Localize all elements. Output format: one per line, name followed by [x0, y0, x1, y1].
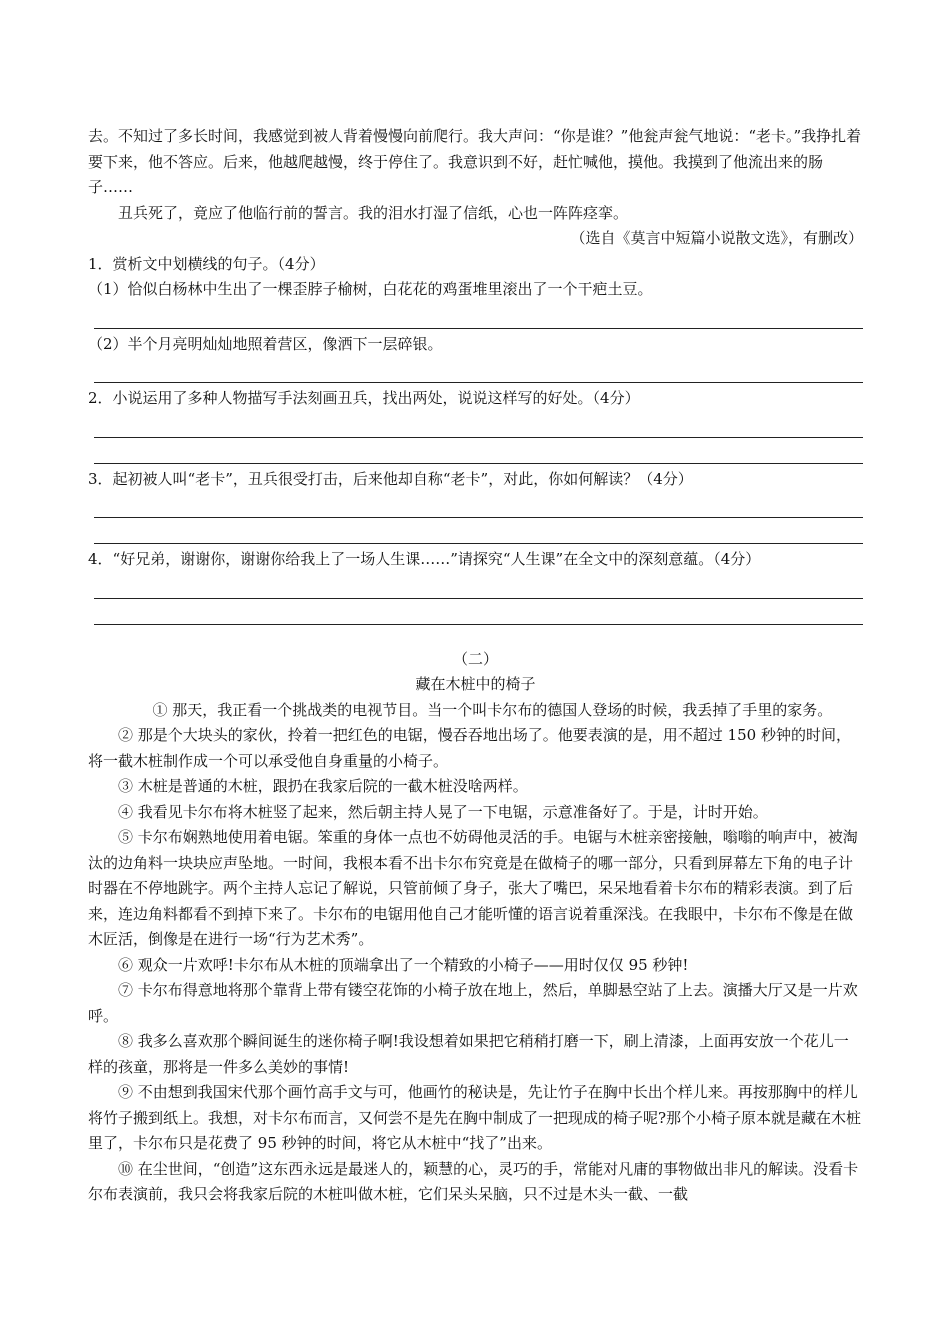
article-paragraph: ⑦ 卡尔布得意地将那个靠背上带有镂空花饰的小椅子放在地上，然后，单脚悬空站了上去。演播大厅又是一片欢呼。 — [88, 981, 858, 1025]
question-1-sub-2: （2）半个月亮明灿灿地照着营区，像洒下一层碎银。 — [88, 334, 443, 353]
source-citation: （选自《莫言中短篇小说散文选》，有删改） — [570, 229, 863, 247]
article-paragraph: ⑤ 卡尔布娴熟地使用着电锯。笨重的身体一点也不妨碍他灵活的手。电锯与木桩亲密接触，嗡嗡的响声中，被淘汰的边角料一块块应声坠地。一时间，我根本看不出卡尔布究竟是在做椅子的哪一部分，只看到屏幕左下角的电子计时器在不停地跳字。两个主持人忘记了解说，只管前倾了身子，张大了嘴巴，呆呆地看着卡尔布的精彩表演。到了后来，连边角料都看不到掉下来了。卡尔布的电锯用他自己才能听懂的语言说着重深浅。在我眼中，卡尔布不像是在做木匠活，倒像是在进行一场“行为艺术秀”。 — [88, 828, 858, 948]
article-paragraph: ⑥ 观众一片欢呼!卡尔布从木桩的顶端拿出了一个精致的小椅子——用时仅仅 95 秒钟! — [118, 955, 689, 974]
article-paragraph: ⑨ 不由想到我国宋代那个画竹高手文与可，他画竹的秘诀是，先让竹子在胸中长出个样儿来。再按那胸中的样儿将竹子搬到纸上。我想，对卡尔布而言，又何尝不是先在胸中制成了一把现成的椅子呢?那个小椅子原本就是藏在木桩里了，卡尔布只是花费了 95 秒钟的时间，将它从木桩中“找了”出来。 — [88, 1083, 862, 1152]
article-paragraph: ④ 我看见卡尔布将木桩竖了起来，然后朝主持人晃了一下电锯，示意准备好了。于是，计时开始。 — [118, 802, 768, 821]
answer-line[interactable] — [94, 573, 863, 599]
question-4: 4．“好兄弟，谢谢你，谢谢你给我上了一场人生课……”请探究“人生课”在全文中的深刻意蕴。（4分） — [88, 550, 761, 568]
article-paragraph: ② 那是个大块头的家伙，拎着一把红色的电锯，慢吞吞地出场了。他要表演的是，用不超过 150 秒钟的时间，将一截木桩制作成一个可以承受他自身重量的小椅子。 — [88, 726, 851, 770]
answer-line[interactable] — [94, 303, 863, 329]
article-paragraph: ① 那天，我正看一个挑战类的电视节目。当一个叫卡尔布的德国人登场的时候，我丢掉了手里的家务。 — [152, 700, 833, 719]
article-paragraph: ⑩ 在尘世间，“创造”这东西永远是最迷人的，颖慧的心，灵巧的手，常能对凡庸的事物做出非凡的解读。没看卡尔布表演前，我只会将我家后院的木桩叫做木桩，它们呆头呆脑，只不过是木头一截、一截 — [88, 1159, 859, 1203]
question-1: 1．赏析文中划横线的句子。（4分） — [88, 254, 325, 273]
answer-line[interactable] — [94, 357, 863, 383]
exam-page — [88, 124, 863, 1208]
article-title: 藏在木桩中的椅子 — [415, 675, 536, 693]
answer-line[interactable] — [94, 599, 863, 625]
answer-line[interactable] — [94, 518, 863, 544]
answer-line[interactable] — [94, 492, 863, 518]
article-paragraph: ③ 木桩是普通的木桩，跟扔在我家后院的一截木桩没啥两样。 — [118, 777, 528, 795]
section-label: （二） — [452, 649, 498, 668]
question-2: 2．小说运用了多种人物描写手法刻画丑兵，找出两处，说说这样写的好处。（4分） — [88, 389, 640, 407]
question-1-sub-1: （1）恰似白杨林中生出了一棵歪脖子榆树，白花花的鸡蛋堆里滚出了一个干疤土豆。 — [88, 280, 653, 298]
answer-line[interactable] — [94, 438, 863, 464]
question-3: 3．起初被人叫“老卡”，丑兵很受打击，后来他却自称“老卡”，对此，你如何解读？（4分） — [88, 469, 693, 488]
story-paragraph: 去。不知过了多长时间，我感觉到被人背着慢慢向前爬行。我大声问：“你是谁？”他瓮声瓮气地说：“老卡。”我挣扎着要下来，他不答应。后来，他越爬越慢，终于停住了。我意识到不好，赶忙喊他，摸他。我摸到了他流出来的肠子…… — [88, 127, 862, 196]
story-paragraph: 丑兵死了，竟应了他临行前的誓言。我的泪水打湿了信纸，心也一阵阵痉挛。 — [118, 203, 629, 222]
answer-line[interactable] — [94, 412, 863, 438]
article-paragraph: ⑧ 我多么喜欢那个瞬间诞生的迷你椅子啊!我设想着如果把它稍稍打磨一下，刷上清漆，上面再安放一个花儿一样的孩童，那将是一件多么美妙的事情! — [88, 1032, 849, 1076]
